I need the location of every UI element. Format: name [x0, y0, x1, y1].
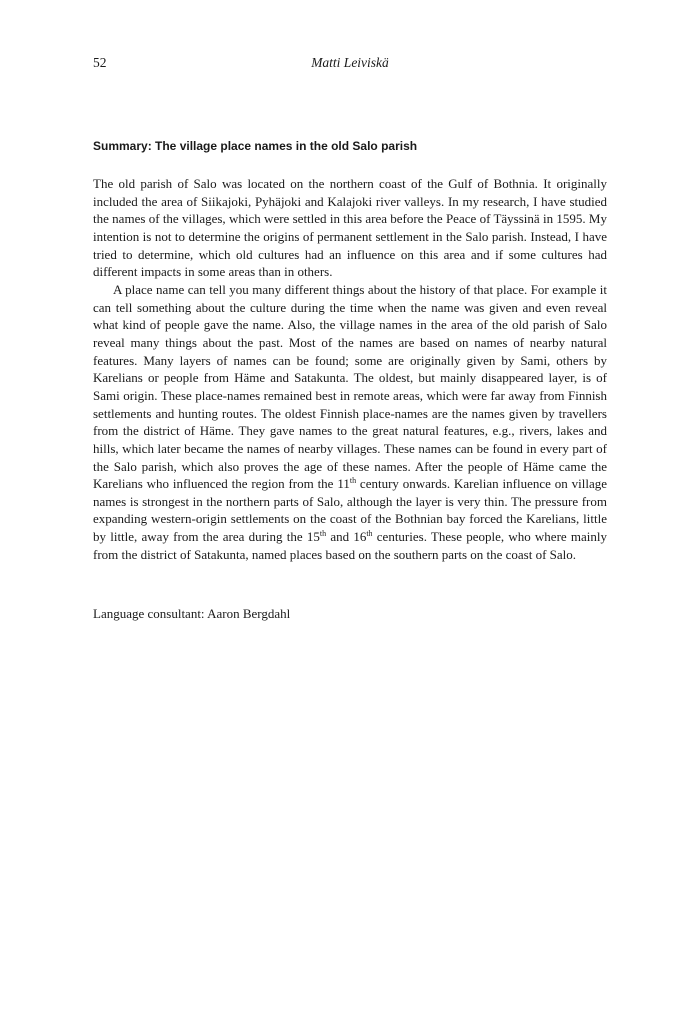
paragraph-2-text-1: A place name can tell you many different things about the history of that place. For example it can tell something about the culture during the time when the name was given and even reveal what kind of people gave the name. Also, the village names in the area of the old parish of Salo reveal many things about the past. Most of the names are based on names of nearby natural features. Many layers of names can be found; some are originally given by Sami, others by Karelians or people from Häme and Satakunta. The oldest, but mainly disappeared layer, is of Sami origin. These place-names remained best in remote areas, which were far away from Finnish settlements and hunting routes. The oldest Finnish place-names are the names given by travellers from the district of Häme. They gave names to the great natural features, e.g., rivers, lakes and hills, which later became the names of nearby villages. These names can be found in every part of the Salo parish, which also proves the age of these names. After the people of Häme came the Karelians who influenced the region from the 11	[93, 281, 607, 492]
superscript-th-3: th	[366, 529, 373, 539]
summary-paragraph-1: The old parish of Salo was located on the northern coast of the Gulf of Bothnia. It originally included the area of Siikajoki, Pyhäjoki and Kalajoki river valleys. In my research, I have studied the names of the villages, which were settled in this area before the Peace of Täyssinä in 1595. My intention is not to determine the origins of permanent settlement in the Salo parish. Instead, I have tried to determine, which old cultures had an influence on this area and if some cultures had different impacts in some areas than in others.	[93, 176, 607, 280]
paragraph-2-text-2: century onwards. Karelian influence on village names is strongest in the northern parts of Salo, although the layer is very thin. The pressure from expanding western-origin settlements on the coast of the Bothnian bay forced the Karelians, little by little, away from the area during the 15	[93, 476, 607, 545]
running-head	[93, 55, 607, 73]
summary-paragraph-2	[93, 281, 607, 564]
running-title: Matti Leiviskä	[311, 55, 389, 70]
page-number: 52	[93, 55, 107, 70]
paragraph-2-text-4: centuries. These people, who where mainly from the district of Satakunta, named places based on the southern parts on the coast of Salo.	[93, 529, 607, 562]
paragraph-2-text-3: and 16	[326, 529, 367, 545]
superscript-th-2: th	[319, 529, 327, 539]
summary-body	[93, 175, 607, 563]
summary-heading: Summary: The village place names in the old Salo parish	[93, 139, 418, 153]
superscript-th-1: th	[349, 476, 357, 486]
language-consultant-note: Language consultant: Aaron Bergdahl	[93, 606, 291, 621]
